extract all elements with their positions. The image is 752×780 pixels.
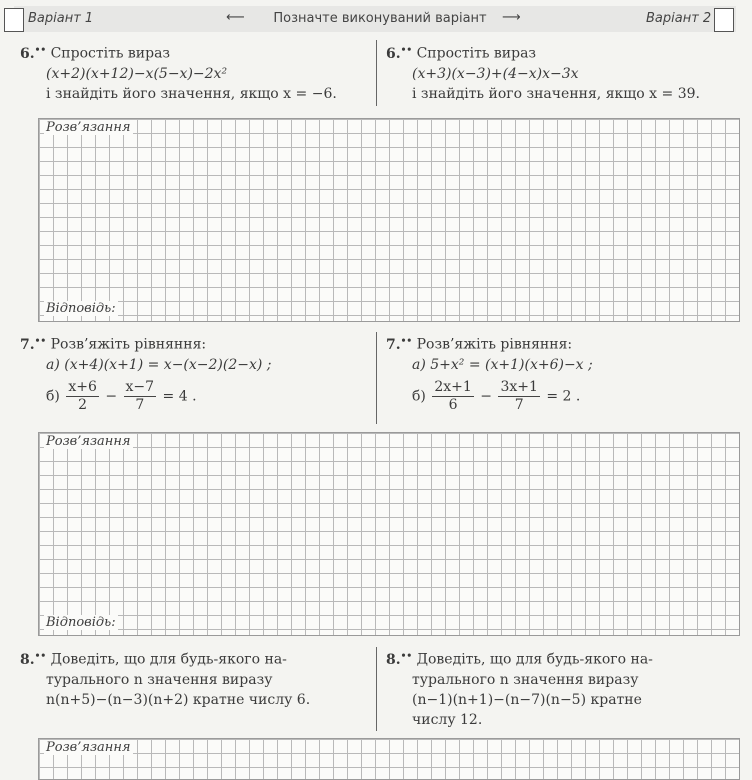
task7-variant2 xyxy=(386,331,593,414)
task-number: 7.•• xyxy=(386,336,413,353)
task-expression: n(n+5)−(n−3)(n+2) кратне числу 6. xyxy=(46,691,311,708)
column-divider xyxy=(376,647,377,731)
task-title: Спростіть вираз xyxy=(50,45,171,62)
task-title: Розв’яжіть рівняння: xyxy=(416,336,573,353)
task-text: турального n значення виразу xyxy=(412,671,639,688)
arrow-right-icon: ⟶ xyxy=(502,10,521,25)
column-divider xyxy=(376,40,377,106)
solution-grid-8[interactable] xyxy=(38,738,740,780)
variant1-label: Варіант 1 xyxy=(28,11,94,26)
variant2-checkbox[interactable] xyxy=(714,8,734,32)
task-text: Доведіть, що для будь-якого на- xyxy=(416,651,653,668)
variant-instruction: Позначте виконуваний варіант xyxy=(273,11,487,26)
equation-a: а) 5+x² = (x+1)(x+6)−x ; xyxy=(412,356,593,373)
task6-variant1 xyxy=(20,40,337,104)
fraction: $\frac{x-7}{7}$ xyxy=(125,378,155,413)
equation-a: а) (x+4)(x+1) = x−(x−2)(2−x) ; xyxy=(46,356,272,373)
fraction: $\frac{2x+1}{6}$ xyxy=(434,378,472,413)
variant1-checkbox[interactable] xyxy=(4,8,24,32)
task-condition: і знайдіть його значення, якщо x = 39. xyxy=(412,85,700,102)
fraction: $\frac{x+6}{2}$ xyxy=(68,378,97,413)
task-title: Спростіть вираз xyxy=(416,45,537,62)
arrow-left-icon: ⟵ xyxy=(226,10,245,25)
equation-b: б) $\frac{2x+1}{6}$ − $\frac{3x+1}{7}$ = 2 . xyxy=(412,378,581,413)
task-text: Доведіть, що для будь-якого на- xyxy=(50,651,287,668)
task-number: 7.•• xyxy=(20,336,47,353)
variant-header xyxy=(14,6,736,32)
task-number: 6.•• xyxy=(386,45,413,62)
fraction: $\frac{3x+1}{7}$ xyxy=(500,378,538,413)
variant2-label: Варіант 2 xyxy=(646,11,712,26)
equation-b: б) $\frac{x+6}{2}$ − $\frac{x-7}{7}$ = 4 . xyxy=(46,378,197,413)
solution-label: Розв’язання xyxy=(46,120,131,135)
task-number: 8.•• xyxy=(386,651,413,668)
task6-variant2 xyxy=(386,40,700,104)
task-condition: і знайдіть його значення, якщо x = −6. xyxy=(46,85,337,102)
task8-variant2 xyxy=(386,646,653,730)
solution-grid-7[interactable] xyxy=(38,432,740,636)
task8-variant1 xyxy=(20,646,310,710)
solution-grid-6[interactable] xyxy=(38,118,740,322)
task-expression: (x+2)(x+12)−x(5−x)−2x² xyxy=(46,65,228,82)
task-text: числу 12. xyxy=(412,711,483,728)
answer-label: Відповідь: xyxy=(46,301,116,316)
task-text: турального n значення виразу xyxy=(46,671,273,688)
column-divider xyxy=(376,332,377,424)
task-number: 8.•• xyxy=(20,651,47,668)
task7-variant1 xyxy=(20,331,272,414)
task-number: 6.•• xyxy=(20,45,47,62)
solution-label: Розв’язання xyxy=(46,434,131,449)
solution-label: Розв’язання xyxy=(46,740,131,755)
answer-label: Відповідь: xyxy=(46,615,116,630)
task-title: Розв’яжіть рівняння: xyxy=(50,336,207,353)
task-expression: (x+3)(x−3)+(4−x)x−3x xyxy=(412,65,579,82)
task-expression: (n−1)(n+1)−(n−7)(n−5) кратне xyxy=(412,691,642,708)
